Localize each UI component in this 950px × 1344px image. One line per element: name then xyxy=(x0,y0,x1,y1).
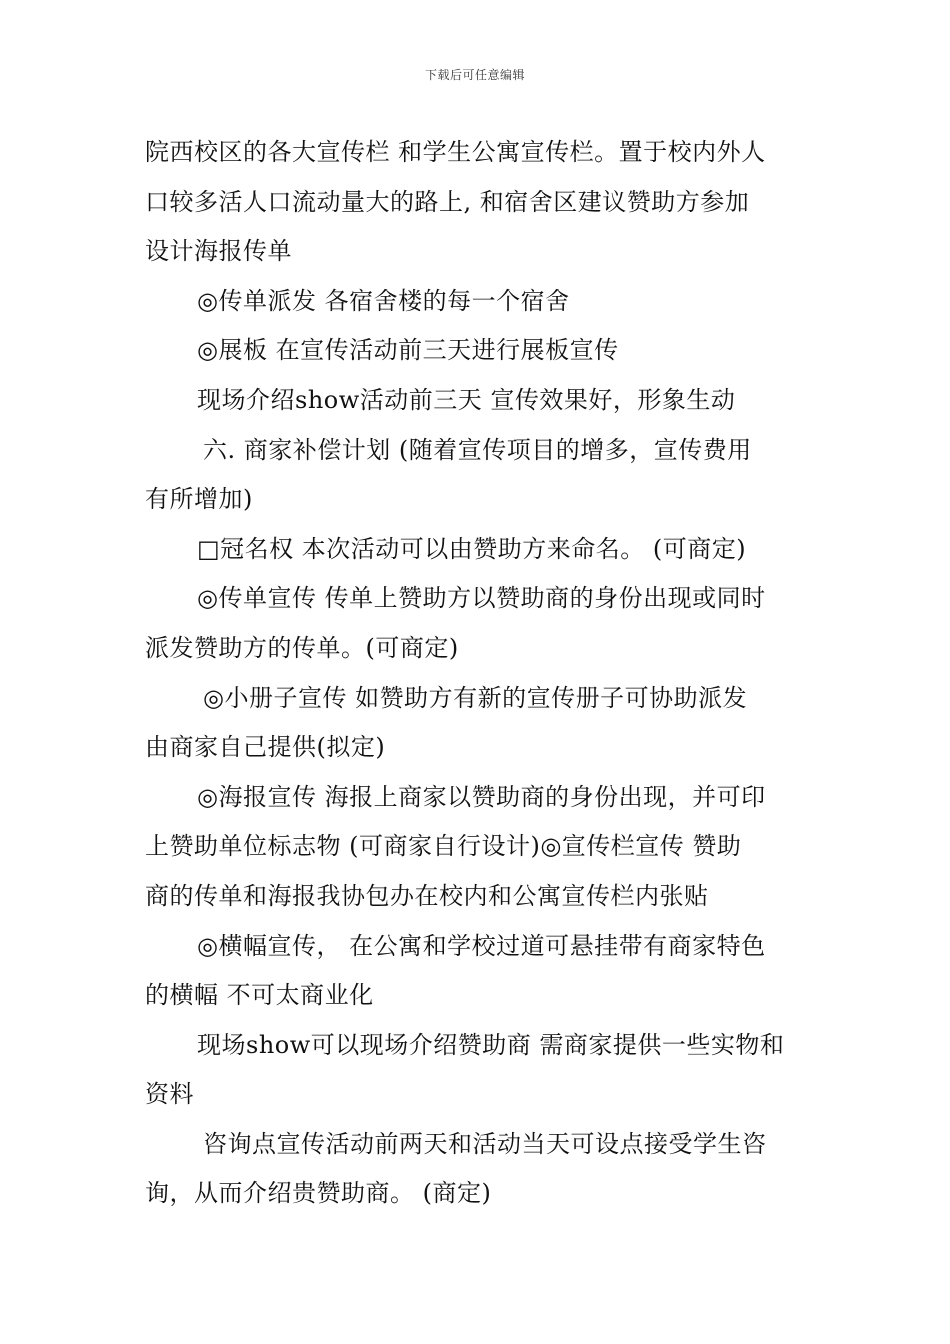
paragraph-line: 由商家自己提供(拟定) xyxy=(145,733,386,762)
paragraph-line: ◎传单宣传 传单上赞助方以赞助商的身份出现或同时 xyxy=(197,584,766,613)
section-heading: 六. 商家补偿计划 (随着宣传项目的增多，宣传费用 xyxy=(203,435,752,464)
paragraph-line: 设计海报传单 xyxy=(145,237,292,266)
paragraph-line: 资料 xyxy=(145,1080,194,1109)
paragraph-line: 现场介绍show活动前三天 宣传效果好，形象生动 xyxy=(197,385,736,414)
paragraph-line: 有所增加) xyxy=(145,485,253,514)
paragraph-line: ◎展板 在宣传活动前三天进行展板宣传 xyxy=(197,336,619,365)
paragraph-line: 现场show可以现场介绍赞助商 需商家提供一些实物和 xyxy=(197,1030,785,1059)
paragraph-line: ◎海报宣传 海报上商家以赞助商的身份出现，并可印 xyxy=(197,782,766,811)
paragraph-line: 院西校区的各大宣传栏 和学生公寓宣传栏。置于校内外人 xyxy=(145,138,766,166)
paragraph-line: ◎横幅宣传， 在公寓和学校过道可悬挂带有商家特色 xyxy=(197,931,766,960)
document-body xyxy=(145,128,810,1219)
paragraph-line: ◎小册子宣传 如赞助方有新的宣传册子可协助派发 xyxy=(203,683,748,712)
paragraph-line: 咨询点宣传活动前两天和活动当天可设点接受学生咨 xyxy=(203,1129,767,1158)
paragraph-line: ◎传单派发 各宿舍楼的每一个宿舍 xyxy=(197,286,570,315)
paragraph-line: 派发赞助方的传单。(可商定) xyxy=(145,633,459,662)
paragraph-line: □冠名权 本次活动可以由赞助方来命名。 (可商定) xyxy=(197,534,747,563)
paragraph-line: 商的传单和海报我协包办在校内和公寓宣传栏内张贴 xyxy=(145,881,709,910)
page-header: 下载后可任意编辑 xyxy=(424,68,525,82)
paragraph-line: 口较多活人口流动量大的路上, 和宿舍区建议赞助方参加 xyxy=(145,187,750,216)
paragraph-line: 询，从而介绍贵赞助商。 (商定) xyxy=(145,1179,492,1208)
paragraph-line: 的横幅 不可太商业化 xyxy=(145,981,374,1010)
paragraph-line: 上赞助单位标志物 (可商家自行设计)◎宣传栏宣传 赞助 xyxy=(145,832,742,861)
